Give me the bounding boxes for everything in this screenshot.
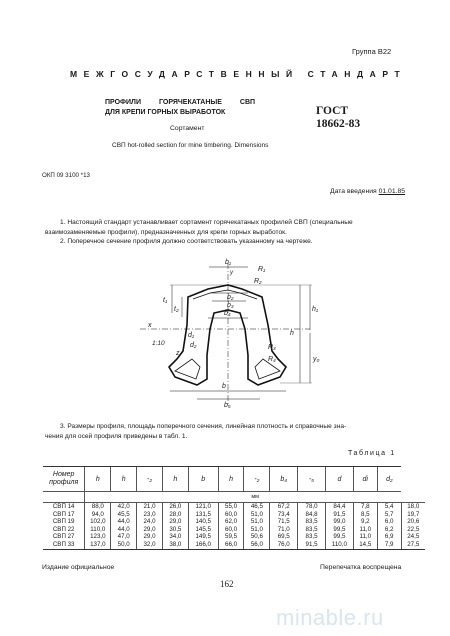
table-cell: 5,4: [377, 503, 401, 511]
gost-label: ГОСТ: [316, 105, 349, 117]
table-cell: 66,0: [218, 541, 244, 549]
footer-official-edition: Издание официальное: [42, 564, 115, 571]
okp-code: ОКП 09 3100 *13: [42, 172, 90, 179]
table-cell: 45,5: [111, 511, 137, 519]
table-cell: 30,5: [162, 526, 188, 534]
table-cell: 84,4: [325, 503, 353, 511]
table-cell: 71,0: [270, 526, 298, 534]
table-cell: 69,5: [270, 533, 298, 541]
profile-dimensions-table: [43, 466, 425, 550]
table-cell: 32,0: [137, 541, 163, 549]
table-cell: 62,0: [218, 518, 244, 526]
table-cell: 29,0: [137, 526, 163, 534]
footer-reprint-notice: Перепечатка воспрещена: [320, 564, 402, 571]
table-cell: 38,0: [162, 541, 188, 549]
profile-number-cell: СВП 14: [52, 503, 75, 510]
table-cell: 20,6: [401, 518, 425, 526]
english-title: СВП hot-rolled section for mine timbering. Dimensions: [112, 142, 269, 149]
label-d1: d₁: [188, 332, 195, 339]
table-cell: 5,7: [377, 511, 401, 519]
table-cell: 60,0: [218, 511, 244, 519]
column-header: d₂: [377, 467, 401, 492]
table-cell: 137,0: [85, 541, 111, 549]
table-cell: 22,5: [401, 526, 425, 534]
table-cell: 99,0: [325, 518, 353, 526]
table-cell: 19,7: [401, 511, 425, 519]
title-word-2: ГОРЯЧЕКАТАНЫЕ: [159, 99, 222, 106]
table-cell: 123,0: [85, 533, 111, 541]
table-cell: 140,5: [188, 518, 218, 526]
label-y-top: y: [230, 270, 233, 276]
date-label: Дата введения: [330, 188, 377, 195]
table-cell: 51,0: [244, 511, 270, 519]
table-cell: 44,0: [111, 526, 137, 534]
paragraph-1-line-1: 1. Настоящий стандарт устанавливает сортамент горячекатаных профилей СВП (специальные: [60, 219, 353, 226]
column-header: -₂: [244, 467, 270, 492]
profile-cross-section-drawing: [130, 255, 330, 410]
table-cell: 24,0: [137, 518, 163, 526]
label-d2: d₂: [190, 342, 197, 349]
label-b5: b₅: [224, 402, 231, 409]
label-r2: R₂: [254, 278, 262, 285]
table-cell: 6,2: [377, 526, 401, 534]
profile-number-cell: СВП 22: [52, 525, 75, 533]
table-cell: 73,4: [270, 511, 298, 519]
paragraph-1: [45, 218, 410, 237]
column-header: b: [188, 467, 218, 492]
table-cell: 27,5: [401, 541, 425, 549]
label-h1: h₁: [312, 306, 319, 313]
table-cell: 6,0: [377, 518, 401, 526]
table-cell: 50,6: [244, 533, 270, 541]
table-cell: 91,5: [298, 541, 326, 549]
table-cell: 11,0: [353, 533, 377, 541]
table-cell: 84,8: [298, 511, 326, 519]
column-header: b₄: [270, 467, 298, 492]
title-word-3: СВП: [239, 99, 256, 106]
unit-row: мм: [85, 492, 425, 503]
label-x: x: [148, 322, 152, 329]
label-b4: b₄: [224, 310, 231, 317]
table-cell: 110,0: [85, 526, 111, 534]
paragraph-3-line-1: 3. Размеры профиля, площадь поперечного сечения, линейная плотность и справочные зна-: [60, 423, 347, 430]
paragraph-2: 2. Поперечное сечение профиля должно соответствовать указанному на чертеже.: [60, 238, 313, 245]
label-z: z: [176, 350, 180, 357]
table-cell: 51,0: [244, 518, 270, 526]
table-cell: 88,0: [85, 503, 111, 511]
table-cell: 29,0: [137, 533, 163, 541]
table-cell: 42,0: [111, 503, 137, 511]
document-title: [105, 98, 255, 118]
label-b: b: [222, 383, 226, 390]
table-cell: 99,5: [325, 533, 353, 541]
table-cell: 60,0: [218, 526, 244, 534]
paragraph-1-line-2: взаимозаменяемые профили), предназначенных для крепи горных выработок.: [45, 228, 287, 236]
label-r1: R₁: [258, 266, 266, 273]
table-row: [43, 518, 425, 526]
title-word-1: ПРОФИЛИ: [105, 99, 142, 106]
gost-designation: [316, 105, 360, 131]
label-b1: b₁: [225, 259, 232, 266]
profile-number-cell: СВП 27: [52, 533, 75, 541]
column-header: -₂: [137, 467, 163, 492]
table-cell: 71,5: [270, 518, 298, 526]
label-t2: t₂: [174, 306, 179, 313]
column-header: -₅: [298, 467, 326, 492]
table-cell: 6,9: [377, 533, 401, 541]
profile-number-cell: СВП 17: [52, 510, 75, 518]
table-cell: 83,5: [298, 533, 326, 541]
classification-group: Группа В22: [352, 47, 392, 56]
table-cell: 46,5: [244, 503, 270, 511]
table-cell: 18,0: [401, 503, 425, 511]
date-value: 01.01.85: [378, 188, 406, 195]
table-cell: 21,0: [137, 503, 163, 511]
table-cell: 7,8: [353, 503, 377, 511]
paragraph-3: [45, 422, 415, 441]
table-cell: 26,0: [162, 503, 188, 511]
table-cell: 24,5: [401, 533, 425, 541]
table-cell: 67,2: [270, 503, 298, 511]
table-row: [43, 503, 425, 511]
profile-number-cell: СВП 33: [43, 541, 85, 549]
table-cell: 94,0: [85, 511, 111, 519]
table-cell: 7,9: [377, 541, 401, 549]
label-r4: R₄: [268, 356, 276, 363]
table-label: Таблица 1: [348, 450, 396, 457]
table-cell: 9,2: [353, 518, 377, 526]
table-row: [43, 533, 425, 541]
table-cell: 28,0: [162, 511, 188, 519]
column-header: d: [325, 467, 353, 492]
table-cell: 55,0: [218, 503, 244, 511]
label-y0: y₀: [313, 356, 320, 363]
table-cell: 29,0: [162, 518, 188, 526]
column-header: h: [85, 467, 111, 492]
table-cell: 51,0: [244, 526, 270, 534]
column-header-profile: Номер профиля: [43, 467, 85, 492]
table-cell: 121,0: [188, 503, 218, 511]
table-cell: 91,5: [325, 511, 353, 519]
label-h: h: [290, 330, 294, 337]
table-cell: 44,0: [111, 518, 137, 526]
column-header: h: [162, 467, 188, 492]
table-cell: 50,0: [111, 541, 137, 549]
watermark: minable.ru: [276, 605, 384, 630]
table-cell: 8,5: [353, 511, 377, 519]
profile-number-cell: СВП 19: [52, 518, 75, 526]
paragraph-3-line-2: чения для осей профиля приведены в табл. 1.: [45, 432, 188, 440]
table-row: [43, 526, 425, 534]
table-row: [43, 541, 425, 549]
table-row: [43, 511, 425, 519]
table-cell: 47,0: [111, 533, 137, 541]
table-cell: 34,0: [162, 533, 188, 541]
gost-number: 18662-83: [316, 118, 361, 130]
document-subtitle: Сортамент: [170, 125, 205, 132]
table-cell: 11,0: [353, 526, 377, 534]
table-cell: 78,0: [298, 503, 326, 511]
table-cell: 23,0: [137, 511, 163, 519]
label-b3: b₃: [227, 302, 234, 309]
standard-type-heading: МЕЖГОСУДАРСТВЕННЫЙ СТАНДАРТ: [70, 69, 407, 79]
label-b2: b₂: [227, 294, 234, 301]
title-line-2: ДЛЯ КРЕПИ ГОРНЫХ ВЫРАБОТОК: [105, 109, 226, 116]
label-t1: t₁: [163, 297, 168, 304]
table-cell: 149,5: [188, 533, 218, 541]
introduction-date: [330, 188, 405, 195]
table-cell: 59,5: [218, 533, 244, 541]
column-header: di: [353, 467, 377, 492]
column-header: h: [218, 467, 244, 492]
table-cell: 131,5: [188, 511, 218, 519]
label-slope: 1:10: [152, 340, 165, 347]
table-cell: 102,0: [85, 518, 111, 526]
page-number: 162: [220, 579, 234, 589]
label-r3: R₃: [268, 344, 276, 351]
table-cell: 99,5: [325, 526, 353, 534]
table-cell: 166,0: [188, 541, 218, 549]
table-cell: 14,5: [353, 541, 377, 549]
table-cell: 76,0: [270, 541, 298, 549]
table-cell: 145,5: [188, 526, 218, 534]
table-cell: 56,0: [244, 541, 270, 549]
table-cell: 83,5: [298, 526, 326, 534]
table-cell: 110,0: [325, 541, 353, 549]
column-header: h: [111, 467, 137, 492]
table-cell: 83,5: [298, 518, 326, 526]
